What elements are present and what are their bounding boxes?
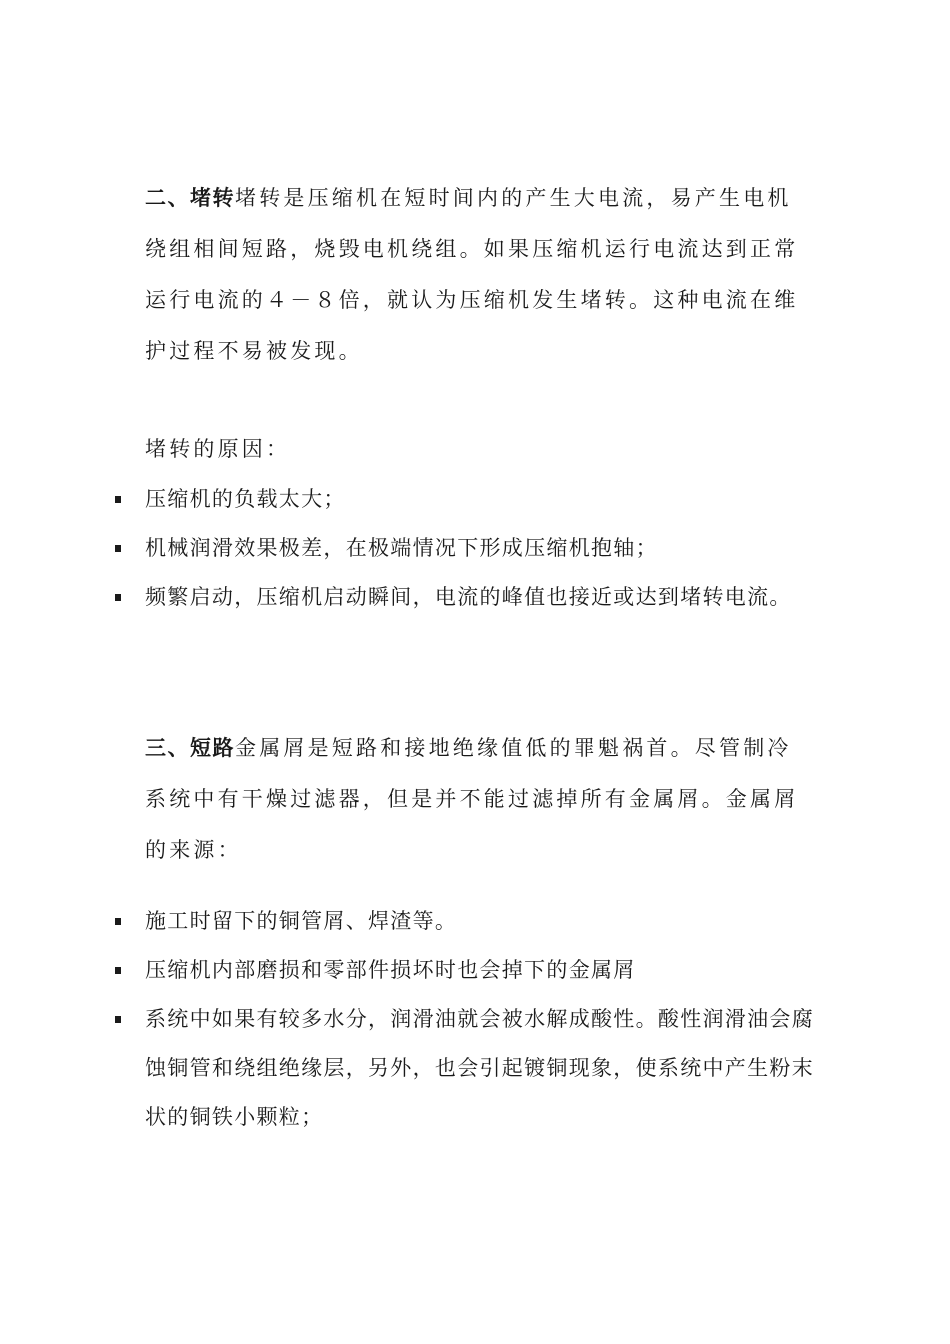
bullet-icon — [115, 545, 121, 552]
list-item-text: 机械润滑效果极差，在极端情况下形成压缩机抱轴； — [145, 536, 658, 560]
list-item — [0, 573, 815, 622]
list-item-text: 系统中如果有较多水分，润滑油就会被水解成酸性。酸性润滑油会腐蚀铜管和绕组绝缘层，另外，也会引起镀铜现象，使系统中产生粉末状的铜铁小颗粒； — [145, 1007, 814, 1129]
sources-list — [0, 897, 950, 1142]
causes-list — [0, 475, 950, 622]
section-3-body: 金属屑是短路和接地绝缘值低的罪魁祸首。尽管制冷系统中有干燥过滤器，但是并不能过滤掉所有金属屑。金属屑的来源： — [145, 736, 799, 862]
bullet-icon — [115, 594, 121, 601]
bullet-icon — [115, 496, 121, 503]
list-item — [0, 897, 815, 946]
list-item — [0, 995, 815, 1142]
list-item — [0, 524, 815, 573]
causes-title: 堵转的原因： — [145, 437, 291, 461]
list-item-text: 压缩机内部磨损和零部件损坏时也会掉下的金属屑 — [145, 958, 636, 982]
section-3-heading: 三、短路 — [145, 736, 235, 760]
bullet-icon — [115, 967, 121, 974]
bullet-icon — [115, 1016, 121, 1023]
list-item-text: 压缩机的负载太大； — [145, 487, 346, 511]
list-item-text: 施工时留下的铜管屑、焊渣等。 — [145, 909, 458, 933]
section-2-paragraph — [145, 173, 813, 377]
list-item — [0, 946, 815, 995]
list-item — [0, 475, 815, 524]
section-3-paragraph — [145, 723, 813, 876]
section-2-heading: 二、堵转 — [145, 186, 235, 210]
bullet-icon — [115, 918, 121, 925]
section-2-body: 堵转是压缩机在短时间内的产生大电流，易产生电机绕组相间短路，烧毁电机绕组。如果压缩机运行电流达到正常运行电流的４－８倍，就认为压缩机发生堵转。这种电流在维护过程不易被发现。 — [145, 186, 799, 363]
list-item-text: 频繁启动，压缩机启动瞬间，电流的峰值也接近或达到堵转电流。 — [145, 585, 792, 609]
